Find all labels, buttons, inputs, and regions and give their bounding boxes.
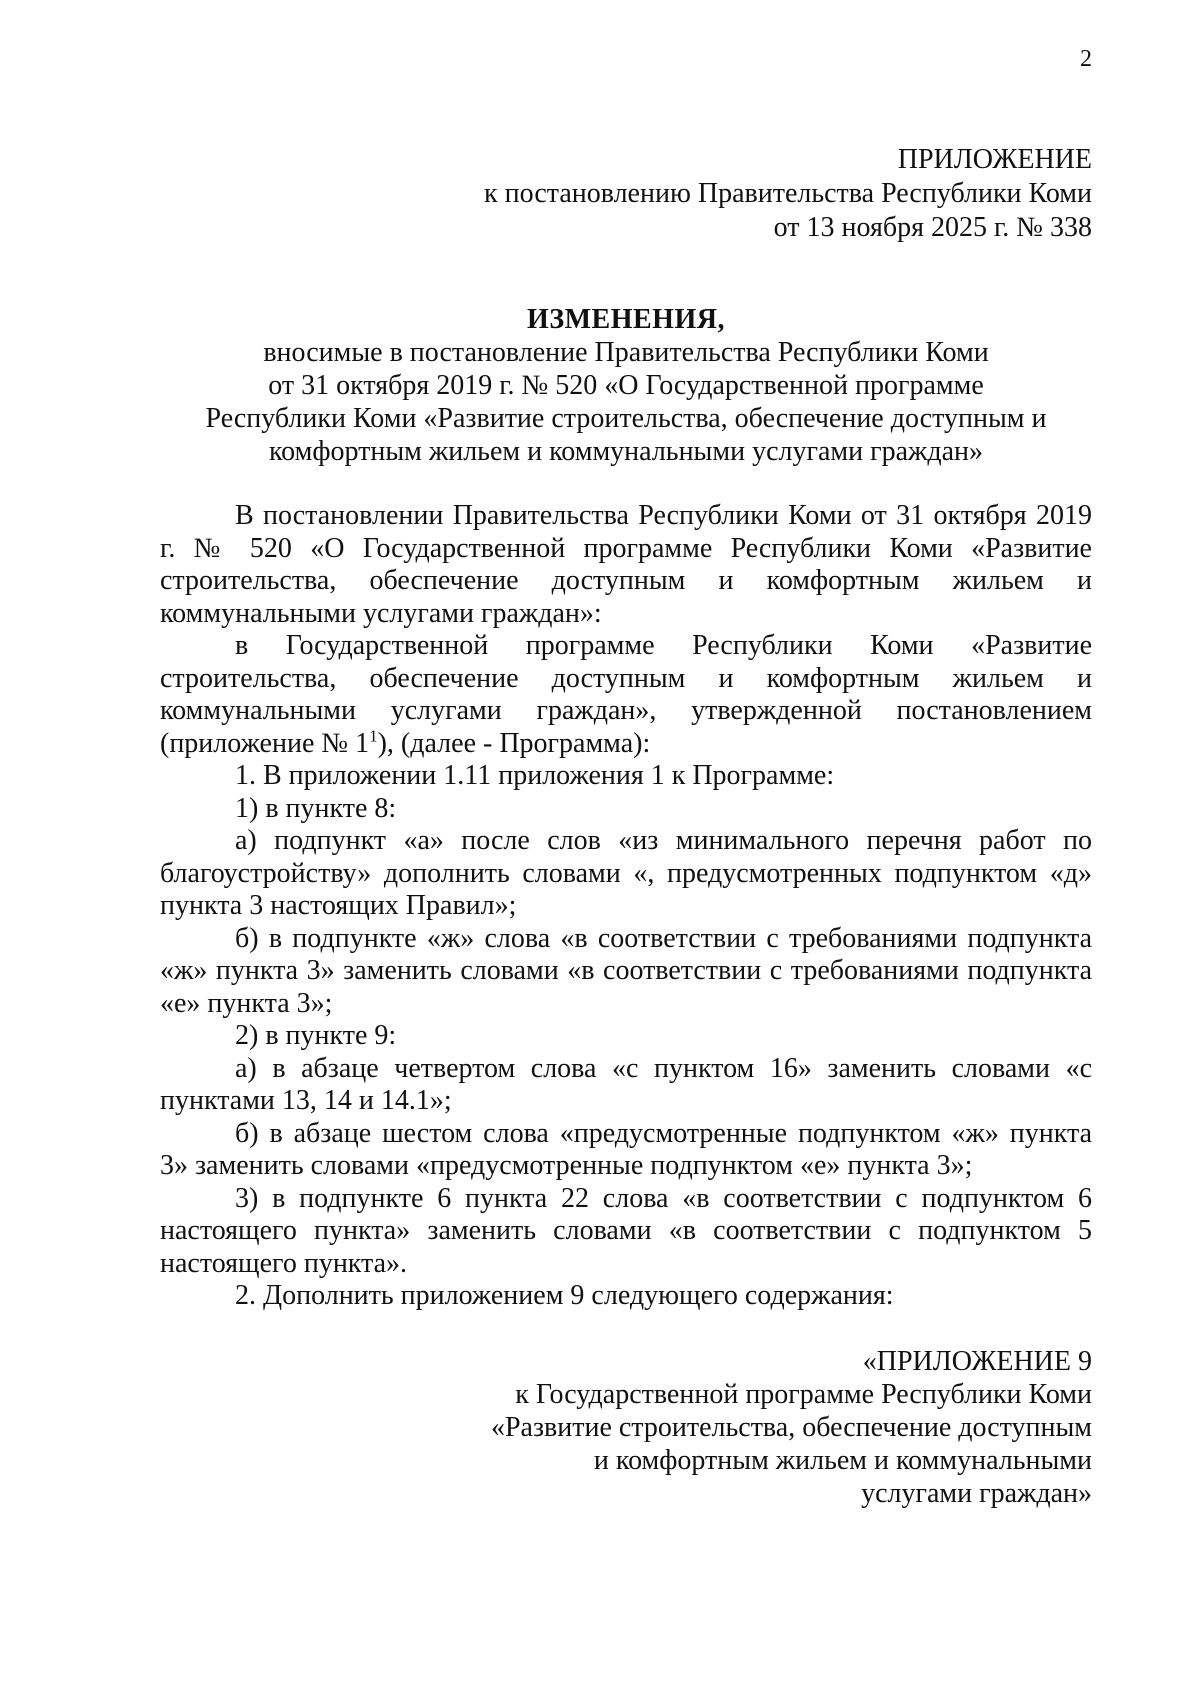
- approval-line: к постановлению Правительства Республики Коми: [484, 178, 1092, 209]
- body-paragraph: В постановлении Правительства Республики Коми от 31 октября 2019 г. № 520 «О Государственной программе Республики Коми «Развитие строительства, обеспечение доступным и комфортным жильем и коммунальными услугами граждан»:: [160, 500, 1092, 629]
- appendix-heading: «ПРИЛОЖЕНИЕ 9: [862, 1346, 1092, 1377]
- appendix-line: и комфортным жильем и коммунальными: [593, 1445, 1092, 1476]
- document-title: ИЗМЕНЕНИЯ,: [527, 304, 725, 335]
- body-paragraph: 2) в пункте 9:: [235, 1020, 397, 1051]
- body-paragraph: 1) в пункте 8:: [235, 792, 397, 824]
- body-paragraph: б) в абзаце шестом слова «предусмотренные подпунктом «ж» пункта 3» заменить словами «предусмотренные подпунктом «е» пункта 3»;: [160, 1117, 1092, 1181]
- footnote-mark: 1: [369, 726, 378, 746]
- body-paragraph: б) в подпункте «ж» слова «в соответствии с требованиями подпункта «ж» пункта 3» заменить словами «в соответствии с требованиями подпункта «е» пункта 3»;: [160, 922, 1092, 1019]
- approval-date-line: от 13 ноября 2025 г. № 338: [773, 212, 1092, 243]
- body-paragraph: 3) в подпункте 6 пункта 22 слова «в соответствии с подпунктом 6 настоящего пункта» заменить словами «в соответствии с подпунктом 5 настоящего пункта».: [160, 1182, 1092, 1279]
- title-line: комфортным жильем и коммунальными услугами граждан»: [268, 436, 983, 467]
- body-paragraph: 2. Дополнить приложением 9 следующего содержания:: [235, 1280, 894, 1311]
- title-line: Республики Коми «Развитие строительства, обеспечение доступным и: [205, 403, 1047, 434]
- page-number: 2: [1080, 46, 1092, 72]
- appendix-line: «Развитие строительства, обеспечение доступным: [490, 1412, 1092, 1443]
- document-title-block: [150, 303, 1102, 468]
- approval-heading: ПРИЛОЖЕНИЕ: [897, 144, 1092, 175]
- approval-block: [484, 143, 1092, 245]
- title-line: вносимые в постановление Правительства Республики Коми: [263, 337, 989, 368]
- body-paragraph: а) подпункт «а» после слов «из минимального перечня работ по благоустройству» дополнить словами «, предусмотренных подпунктом «д» пункта 3 настоящих Правил»;: [160, 825, 1092, 921]
- body-paragraph: а) в абзаце четвертом слова «с пунктом 16» заменить словами «с пунктами 13, 14 и 14.1»;: [160, 1052, 1092, 1116]
- appendix-line: услугами граждан»: [861, 1478, 1092, 1509]
- body-paragraph: [160, 630, 1092, 760]
- appendix-9-header: [491, 1345, 1092, 1510]
- document-body: [160, 500, 1092, 1313]
- paragraph-text: ), (далее - Программа):: [377, 727, 651, 759]
- paragraph-text: в Государственной программе Республики Коми «Развитие строительства, обеспечение доступным и комфортным жильем и коммунальными услугами граждан», утвержденной постановлением (приложение № 1: [160, 630, 1092, 759]
- body-paragraph: 1. В приложении 1.11 приложения 1 к Программе:: [235, 760, 835, 791]
- title-line: от 31 октября 2019 г. № 520 «О Государственной программе: [268, 370, 984, 401]
- appendix-line: к Государственной программе Республики Коми: [515, 1379, 1092, 1410]
